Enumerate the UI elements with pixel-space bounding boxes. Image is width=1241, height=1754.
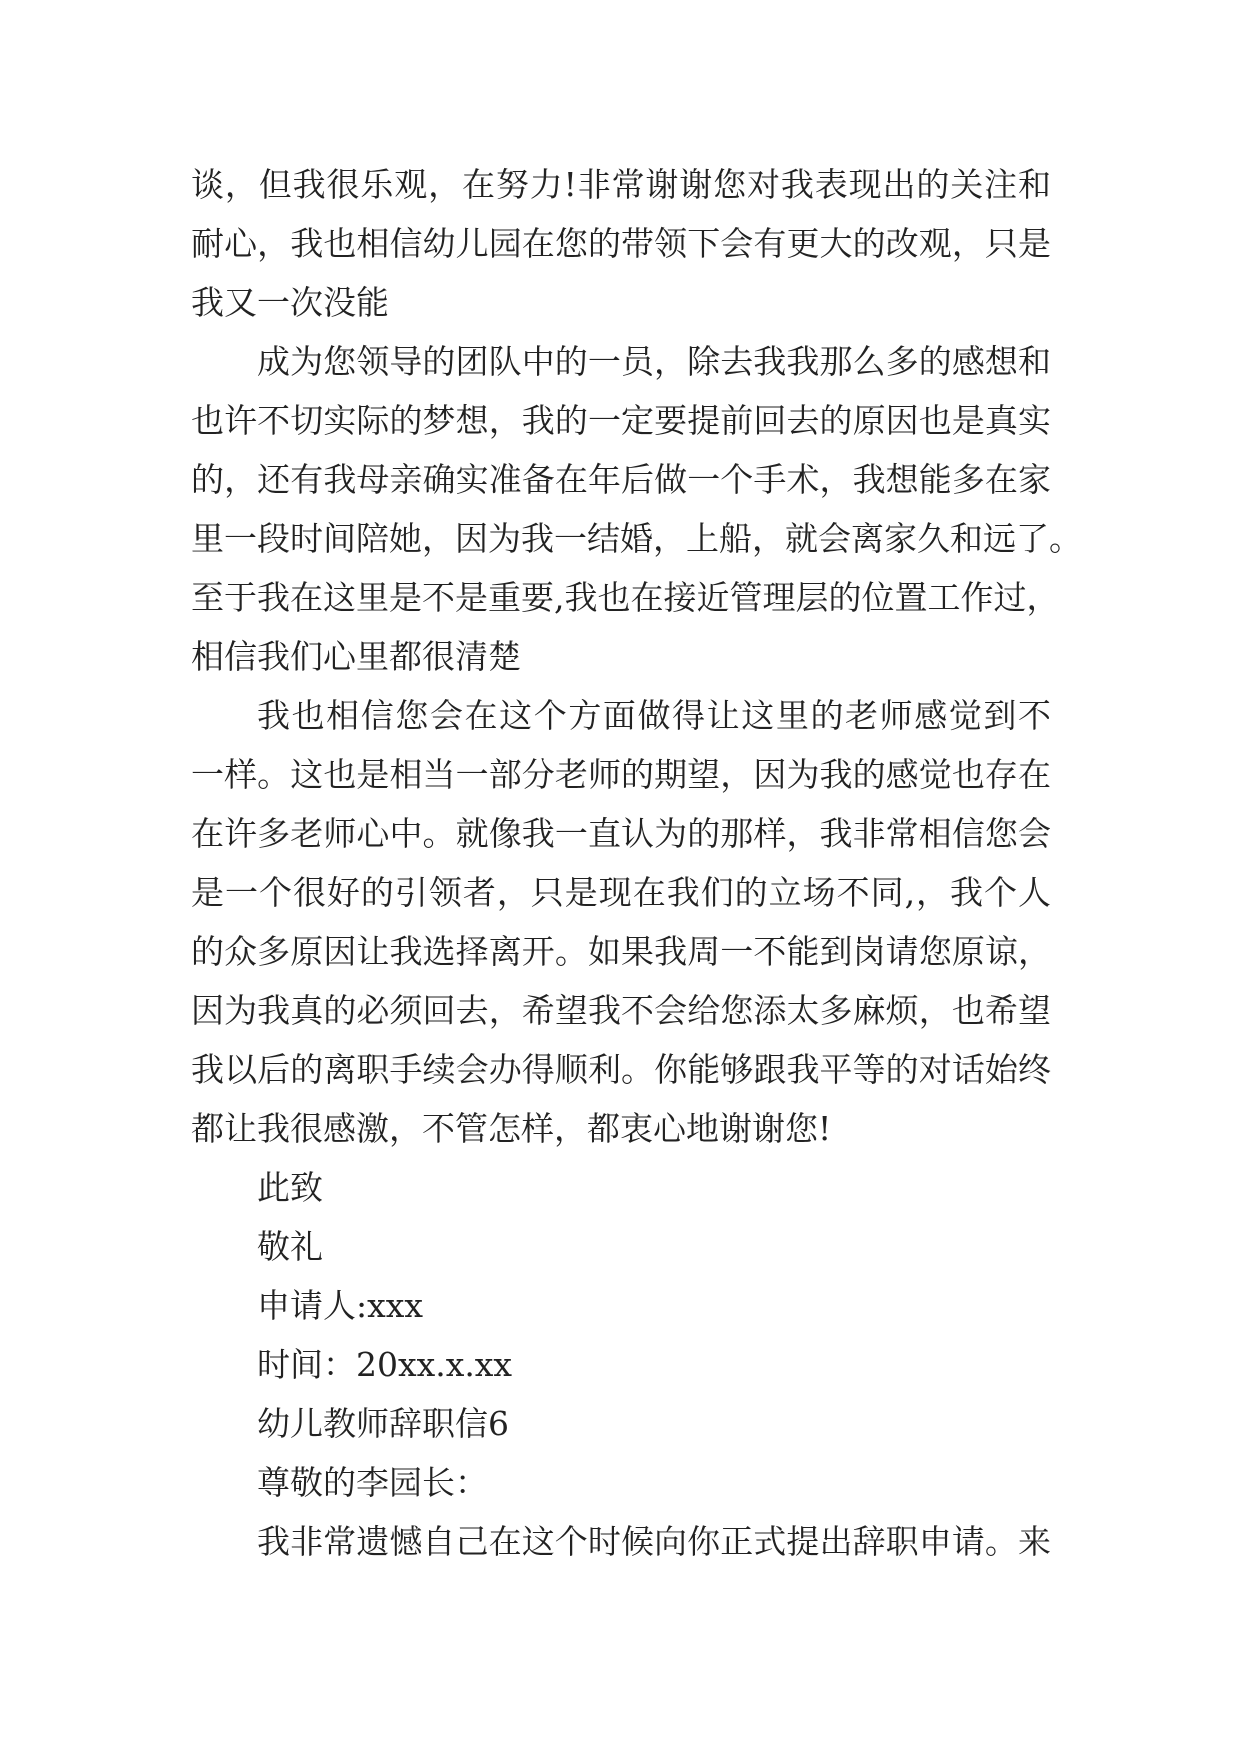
- text-line: 也许不切实际的梦想，我的一定要提前回去的原因也是真实: [191, 401, 1051, 440]
- text-line: 我又一次没能: [191, 283, 389, 322]
- date-line: 时间：20xx.x.xx: [257, 1345, 513, 1384]
- salutation-line: 敬礼: [257, 1227, 323, 1266]
- text-line: 我非常遗憾自己在这个时候向你正式提出辞职申请。来: [257, 1522, 1051, 1561]
- closing-line: 此致: [257, 1168, 323, 1207]
- text-line: 都让我很感激，不管怎样，都衷心地谢谢您!: [191, 1109, 832, 1148]
- text-line: 一样。这也是相当一部分老师的期望，因为我的感觉也存在: [191, 755, 1051, 794]
- text-line: 的众多原因让我选择离开。如果我周一不能到岗请您原谅，: [191, 932, 1051, 971]
- letter-body: [191, 155, 1082, 1571]
- text-line: 里一段时间陪她，因为我一结婚，上船，就会离家久和远了。: [191, 519, 1082, 558]
- text-line: 是一个很好的引领者，只是现在我们的立场不同,，我个人: [191, 873, 1051, 912]
- text-line: 成为您领导的团队中的一员，除去我我那么多的感想和: [257, 342, 1051, 381]
- text-line: 谈，但我很乐观，在努力!非常谢谢您对我表现出的关注和: [191, 165, 1051, 204]
- text-line: 我也相信您会在这个方面做得让这里的老师感觉到不: [257, 696, 1051, 735]
- text-line: 相信我们心里都很清楚: [191, 637, 521, 676]
- applicant-line: 申请人:xxx: [257, 1286, 423, 1325]
- section-title: 幼儿教师辞职信6: [257, 1404, 509, 1443]
- text-line: 在许多老师心中。就像我一直认为的那样，我非常相信您会: [191, 814, 1051, 853]
- text-line: 因为我真的必须回去，希望我不会给您添太多麻烦，也希望: [191, 991, 1051, 1030]
- greeting-line: 尊敬的李园长：: [257, 1463, 488, 1502]
- text-line: 耐心，我也相信幼儿园在您的带领下会有更大的改观，只是: [191, 224, 1051, 263]
- text-line: 的，还有我母亲确实准备在年后做一个手术，我想能多在家: [191, 460, 1051, 499]
- text-line: 我以后的离职手续会办得顺利。你能够跟我平等的对话始终: [191, 1050, 1051, 1089]
- text-line: 至于我在这里是不是重要,我也在接近管理层的位置工作过，: [191, 578, 1060, 617]
